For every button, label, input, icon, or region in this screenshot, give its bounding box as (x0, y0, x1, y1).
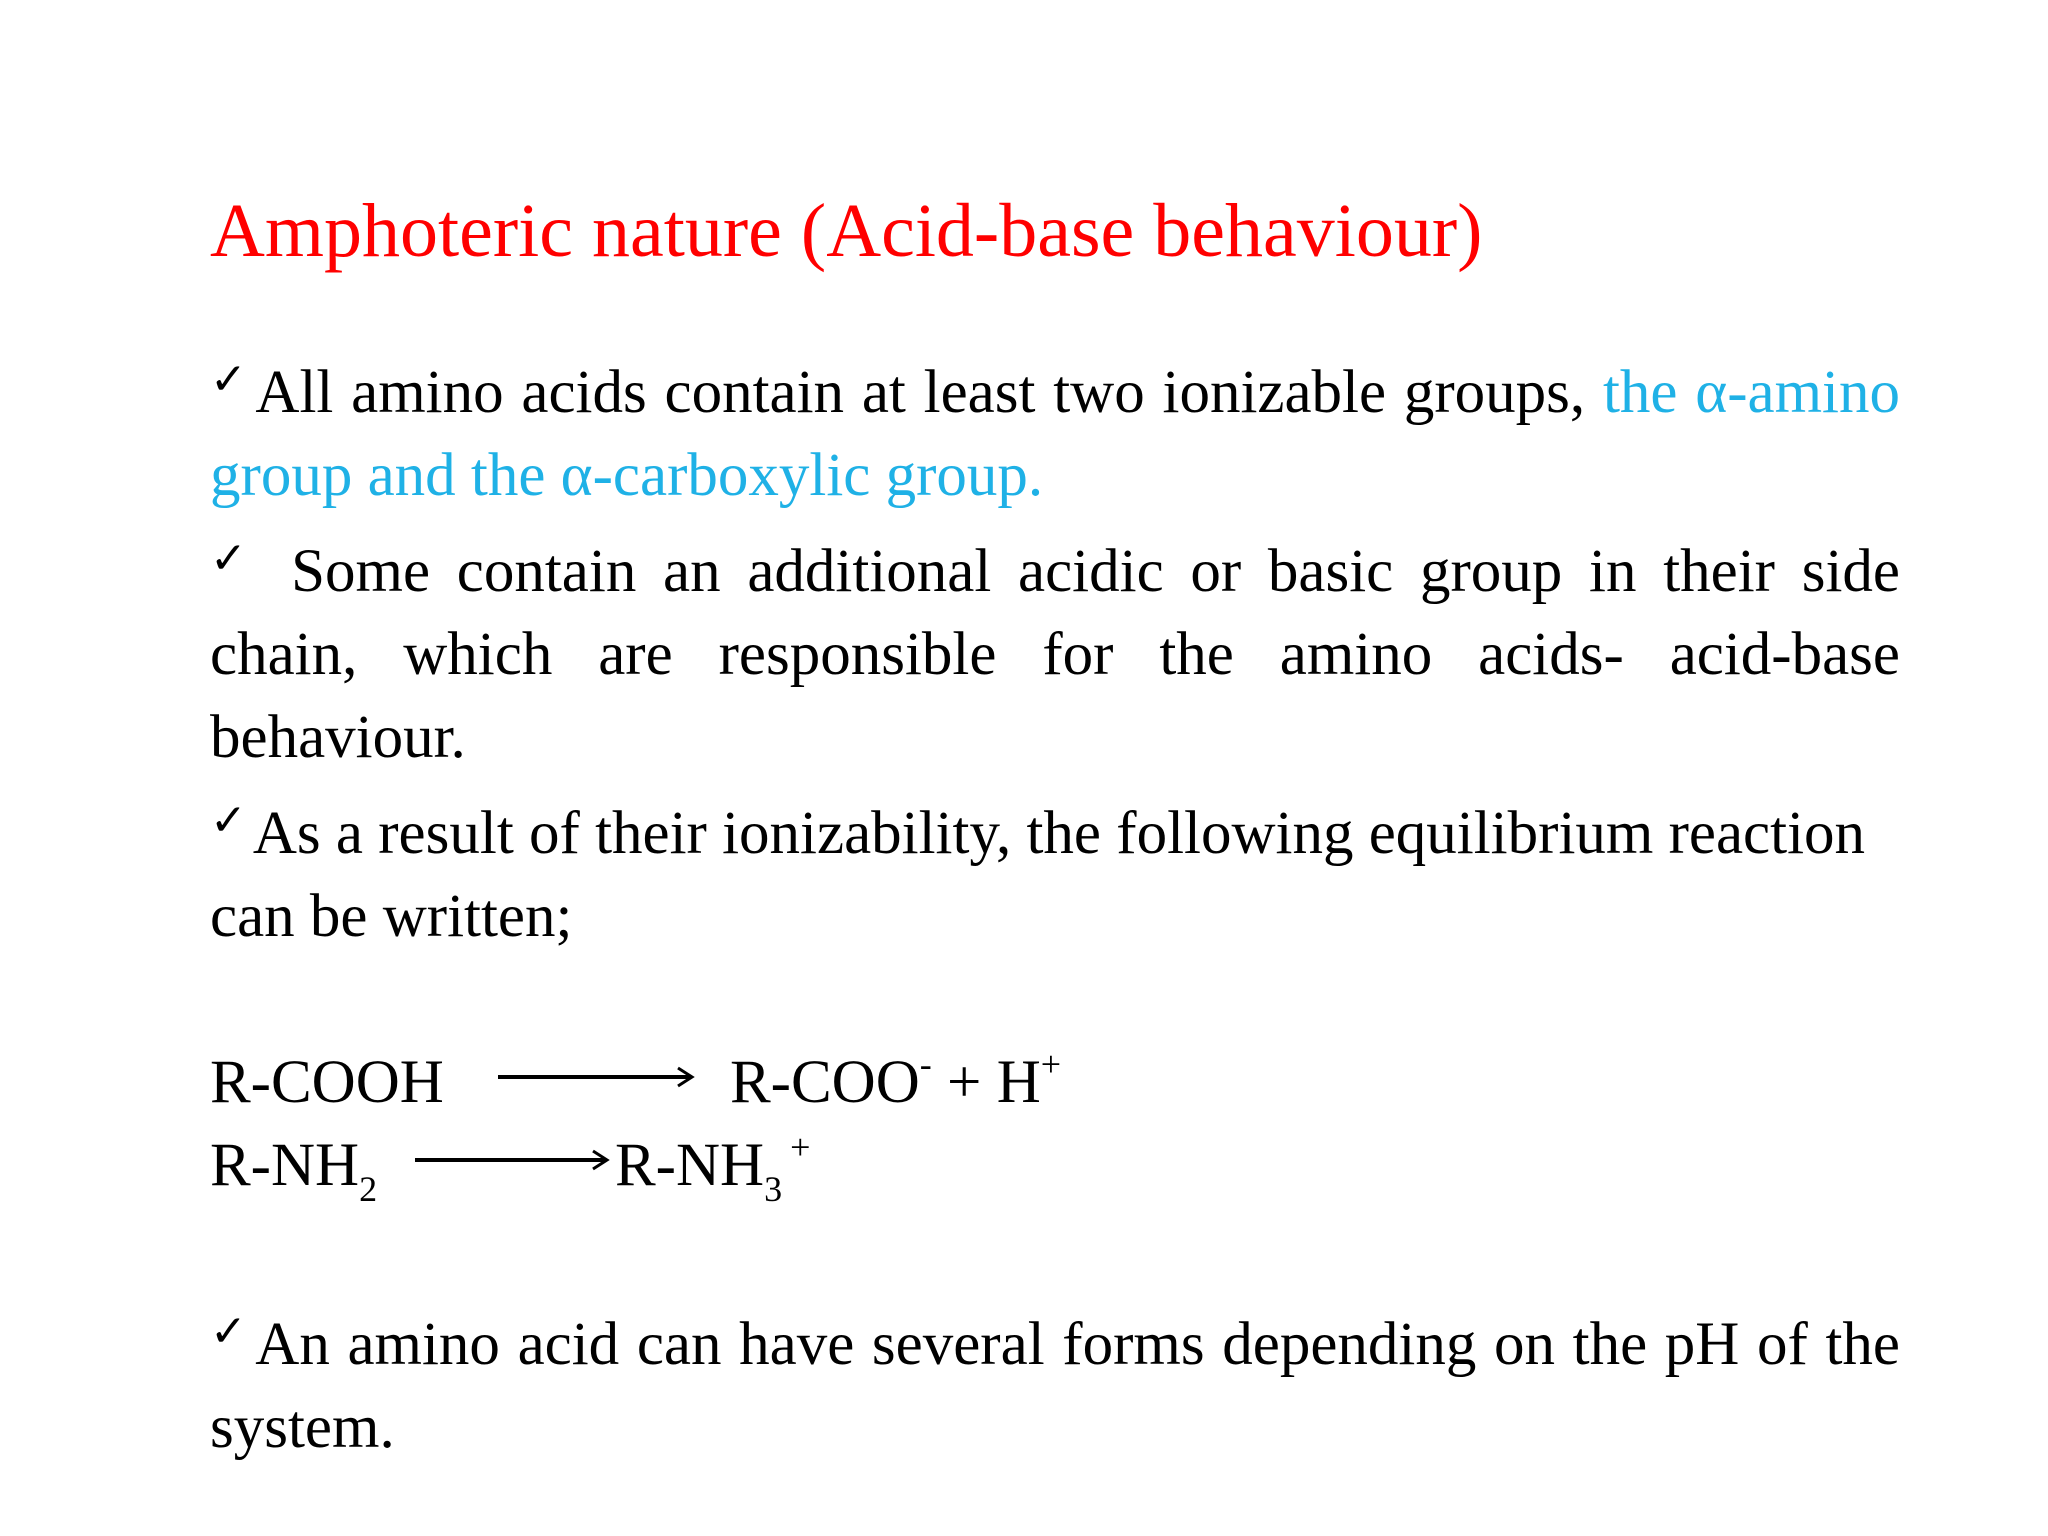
equation-2-product-charge: + (790, 1127, 811, 1167)
spacer (210, 1207, 1900, 1290)
slide-title: Amphoteric nature (Acid-base behaviour) (210, 189, 1483, 273)
equation-carboxyl (210, 1041, 1900, 1124)
equation-2-product: R-NH (615, 1132, 765, 1199)
arrow-right-icon (415, 1149, 615, 1171)
equation-1-product: R-COO (730, 1049, 920, 1116)
equation-1-product-charge: - (919, 1044, 932, 1084)
equation-amino (210, 1124, 1900, 1207)
checkmark-icon: ✓ (210, 795, 247, 846)
equation-1-left: R-COOH (210, 1049, 444, 1116)
equation-2-left (210, 1124, 377, 1207)
bullet-2 (210, 517, 1900, 779)
bullet-2-text: Some contain an additional acidic or basic group in their side chain, which are responsible for the amino acids- acid-base behaviour. (210, 538, 1900, 771)
bullet-1-highlight: the α-amino group and the α-carboxylic group. (210, 359, 1901, 509)
checkmark-icon: ✓ (210, 354, 250, 405)
bullet-4 (210, 1290, 1900, 1469)
bullet-3 (210, 779, 1900, 958)
equation-1-right (730, 1041, 1061, 1124)
equation-2-right (615, 1124, 810, 1207)
checkmark-icon: ✓ (210, 1306, 250, 1357)
bullet-4-text: An amino acid can have several forms depending on the pH of the system. (210, 1311, 1900, 1461)
slide-body (210, 338, 1900, 1469)
bullet-3-text: As a result of their ionizability, the following equilibrium reaction can be written; (210, 800, 1866, 950)
equation-2-reactant: R-NH (210, 1132, 360, 1199)
equation-2-product-subscript: 3 (764, 1169, 783, 1209)
bullet-1 (210, 338, 1900, 517)
equation-1-hydrogen: + H (931, 1049, 1041, 1116)
spacer (210, 958, 1900, 1041)
bullet-1-text: All amino acids contain at least two ionizable groups, (255, 359, 1603, 426)
checkmark-icon: ✓ (210, 533, 259, 584)
arrow-right-icon (498, 1066, 698, 1088)
equation-1-hydrogen-charge: + (1040, 1044, 1062, 1084)
equation-2-reactant-subscript: 2 (359, 1169, 378, 1209)
